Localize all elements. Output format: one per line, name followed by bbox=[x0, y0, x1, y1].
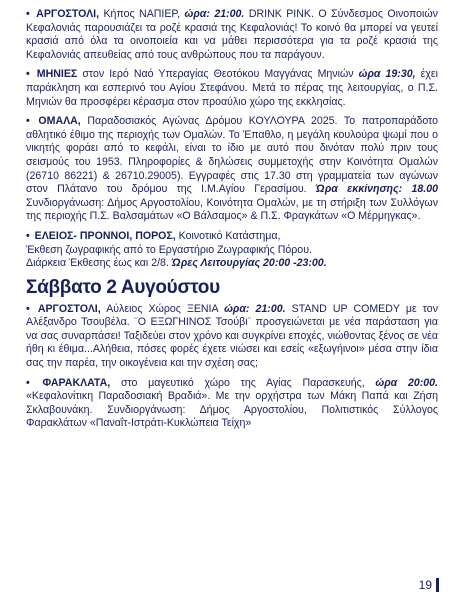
event-place: ΕΛΕΙΟΣ- ΠΡΟΝΝΟΙ, ΠΟΡΟΣ, bbox=[34, 229, 176, 242]
event-time: ώρα: 21:00. bbox=[224, 302, 286, 315]
event-place: ΑΡΓΟΣΤΟΛΙ, bbox=[37, 302, 101, 315]
event-entry-minies bbox=[26, 68, 438, 109]
event-place: ΦΑΡΑΚΛΑΤΑ, bbox=[42, 376, 111, 389]
event-place: ΟΜΑΛΑ, bbox=[38, 115, 81, 128]
page-number: 19 bbox=[419, 578, 439, 592]
event-venue: Κήπος ΝΑΠΙΕΡ, bbox=[99, 8, 185, 20]
event-time: Ώρες Λειτουργίας 20:00 -23:00. bbox=[171, 257, 327, 270]
bullet: • bbox=[26, 229, 30, 242]
event-description: Έκθεση ζωγραφικής από το Εργαστήριο Ζωγραφικής Πόρου. bbox=[26, 243, 312, 256]
event-time: ώρα: 21:00. bbox=[184, 8, 245, 20]
event-description: Συνδιοργάνωση: Δήμος Αργοστολίου, Κοινότητα Ομαλών, με τη στήριξη των Συλλόγων της περιοχής Π.Σ. Βαλσαμάτων «Ο Βάλσαμος» & Π.Σ. Φραγκάτων «Ο Μέρμηγκας». bbox=[26, 196, 438, 223]
event-time: ώρα 19:30, bbox=[358, 68, 416, 81]
event-venue: Κοινοτικό Κατάστημα, bbox=[175, 229, 281, 242]
event-duration: Διάρκεια Έκθεσης έως και 2/8. bbox=[26, 257, 172, 270]
event-place: ΑΡΓΟΣΤΟΛΙ, bbox=[36, 8, 100, 20]
bullet: • bbox=[26, 68, 30, 81]
section-title: Σάββατο 2 Αυγούστου bbox=[26, 276, 220, 298]
event-venue: στο μαγευτικό χώρο της Αγίας Παρασκευής, bbox=[110, 376, 376, 389]
page-content bbox=[26, 8, 438, 437]
event-description: DRINK PINK. Ο Σύνδεσμος Οινοποιών Κεφαλονιάς παρουσιάζει τα ροζέ κρασιά της Κεφαλονιάς! Το κοινό θα μπορεί να γευτεί κρασιά από όλα τα οινοποιεία και να μάθει περισσότερα για τα ροζέ κρασιά της Κεφαλονιάς απευθείας από τους ανθρώπους που τα παράγουν. bbox=[26, 8, 438, 61]
event-entry-argostoli-drink-pink bbox=[26, 8, 438, 62]
event-venue: Παραδοσιακός Αγώνας Δρόμου ΚΟΥΛΟΥΡΑ 2025. Το πατροπαράδοτο αθλητικό έθιμο της περιοχής των Ομαλών. Το Έπαθλο, η μεγάλη κουλούρα ψωμί που ο νικητής φοράει από το κεφάλι, είναι το ίδιο με αυτό που δινόταν πολύ πριν τους σεισμούς του 1953. Πληροφορίες & δηλώσεις συμμετοχής στην Κοινότητα Ομαλών (26710 86221) & 26710.29005). Εγγραφές στις 17.30 στη γραμματεία των αγώνων στον Πλάτανο του δρόμου της Ι.Μ.Αγίου Γερασίμου. bbox=[26, 115, 438, 196]
event-time: ώρα 20:00. bbox=[375, 376, 438, 389]
event-venue: Αύλειος Χώρος ΞΕΝΙΑ bbox=[100, 302, 225, 315]
bullet: • bbox=[26, 8, 30, 20]
bullet: • bbox=[26, 376, 30, 389]
event-description: STAND UP COMEDY με τον Αλέξανδρο Τσουβέλα. ¨Ο ΕΞΩΓΗΙΝΟΣ Τσούβι¨ προσγειώνεται με νέα παράσταση για να σας συναρπάσει! Ταξιδεύει στον χρόνο και συγκρίνει εποχές, νιώθοντας ξένος σε νέα ήθη κι έθιμα...Αλήθεια, πόσες φορές έχετε νιώσει και εσείς «εξωγήινοι» μέσα στην ίδια σας την παρέα, την οικογένεια και την σχέση σας; bbox=[26, 302, 438, 370]
event-venue: στον Ιερό Ναό Υπεραγίας Θεοτόκου Μαγγάνας Μηνιών bbox=[77, 68, 359, 81]
event-entry-faraklata bbox=[26, 377, 438, 431]
event-description: «Κεφαλονίτικη Παραδοσιακή Βραδιά». Με την ορχήστρα των Μάκη Παπά και Ζήση Σκλαβουνάκη. Συνδιοργάνωση: Δήμος Αργοστολίου, Πολιτιστικός Σύλλογος Φαρακλάτων «Παναΐτ-Ιστράτι-Κυκλώπεια Τείχη» bbox=[26, 390, 438, 430]
bullet: • bbox=[26, 302, 30, 315]
event-description: έχει παράκληση και εσπερινό του Αγίου Στεφάνου. Μετά το πέρας της λειτουργίας, ο Π.Σ. Μηνιών θα προσφέρει κέρασμα στον προαύλιο χώρο της εκκλησίας. bbox=[26, 68, 438, 108]
event-time: Ώρα εκκίνησης: 18.00 bbox=[315, 183, 439, 196]
event-entry-argostoli-comedy bbox=[26, 303, 438, 371]
bullet: • bbox=[26, 115, 30, 128]
event-place: ΜΗΝΙΕΣ bbox=[36, 68, 78, 81]
event-entry-poros bbox=[26, 230, 438, 271]
event-entry-omala bbox=[26, 115, 438, 224]
